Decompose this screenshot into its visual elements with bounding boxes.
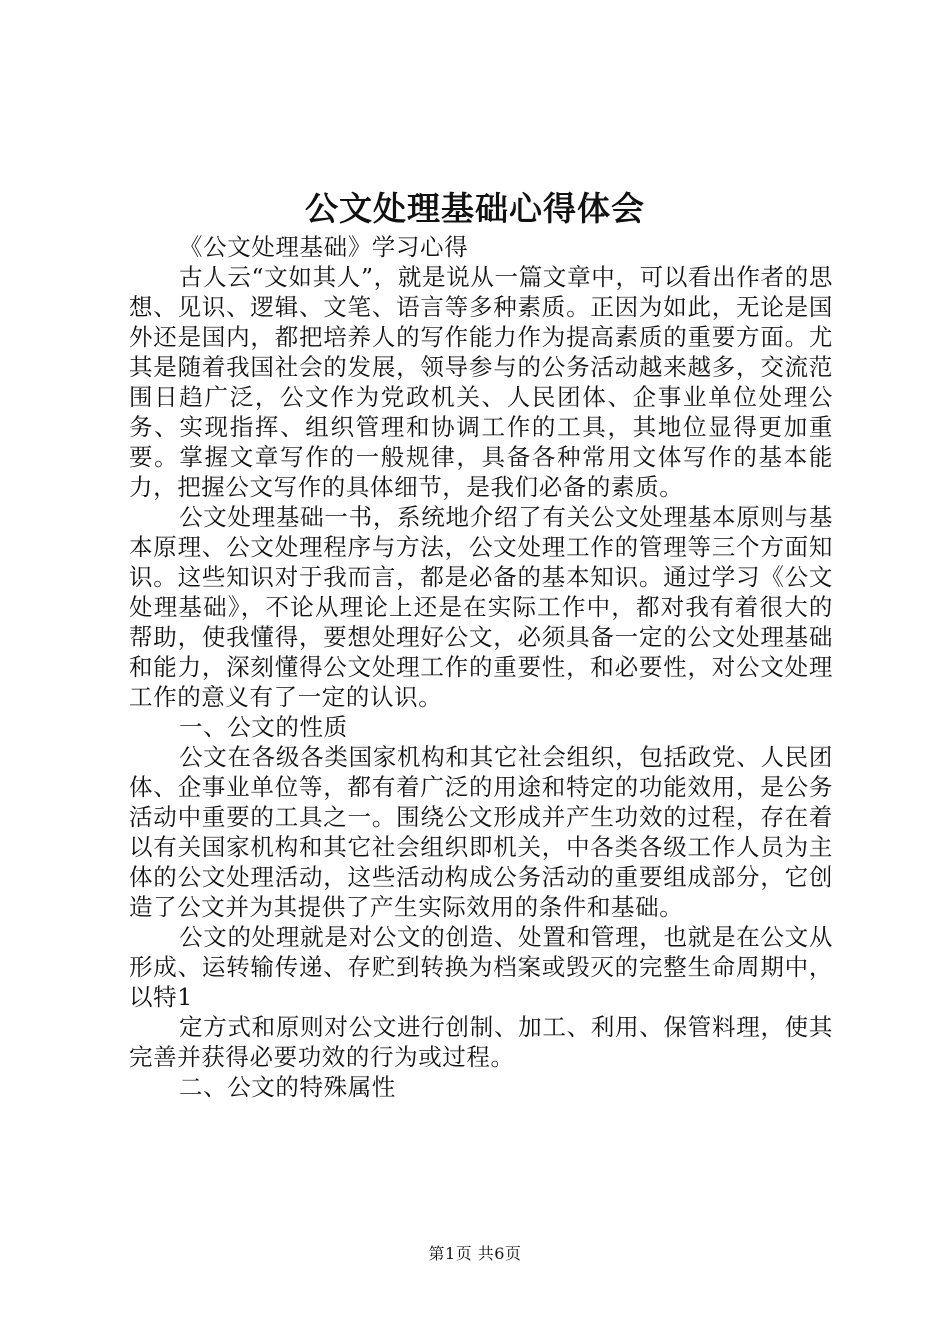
paragraph: 公文在各级各类国家机构和其它社会组织，包括政党、人民团体、企事业单位等，都有着广泛的用途和特定的功能效用，是公务活动中重要的工具之一。围绕公文形成并产生功效的过程，存在着以有关国家机构和其它社会组织即机关，中各类各级工作人员为主体的公文处理活动，这些活动构成公务活动的重要组成部分，它创造了公文并为其提供了产生实际效用的条件和基础。: [129, 743, 833, 921]
paragraph: 公文的处理就是对公文的创造、处置和管理，也就是在公文从形成、运转输传递、存贮到转换为档案或毁灭的完整生命周期中，以特1: [129, 923, 833, 1011]
paragraph: 公文处理基础一书，系统地介绍了有关公文处理基本原则与基本原理、公文处理程序与方法，公文处理工作的管理等三个方面知识。这些知识对于我而言，都是必备的基本知识。通过学习《公文处理基础》，不论从理论上还是在实际工作中，都对我有着很大的帮助，使我懂得，要想处理好公文，必须具备一定的公文处理基础和能力，深刻懂得公文处理工作的重要性，和必要性，对公文处理工作的意义有了一定的认识。: [129, 503, 833, 711]
page-title: 公文处理基础心得体会: [305, 189, 645, 228]
document-body: [129, 232, 833, 1102]
paragraph: 古人云“文如其人”，就是说从一篇文章中，可以看出作者的思想、见识、逻辑、文笔、语言等多种素质。正因为如此，无论是国外还是国内，都把培养人的写作能力作为提高素质的重要方面。尤其是随着我国社会的发展，领导参与的公务活动越来越多，交流范围日趋广泛，公文作为党政机关、人民团体、企事业单位处理公务、实现指挥、组织管理和协调工作的工具，其地位显得更加重要。掌握文章写作的一般规律，具备各种常用文体写作的基本能力，把握公文写作的具体细节，是我们必备的素质。: [129, 263, 833, 501]
paragraph: 定方式和原则对公文进行创制、加工、利用、保管料理，使其完善并获得必要功效的行为或过程。: [129, 1013, 833, 1071]
section-heading: 一、公文的性质: [179, 713, 348, 741]
page-footer: 第1页 共6页: [428, 1244, 522, 1263]
section-heading: 二、公文的特殊属性: [179, 1073, 396, 1101]
paragraph-subtitle: 《公文处理基础》学习心得: [179, 233, 469, 261]
